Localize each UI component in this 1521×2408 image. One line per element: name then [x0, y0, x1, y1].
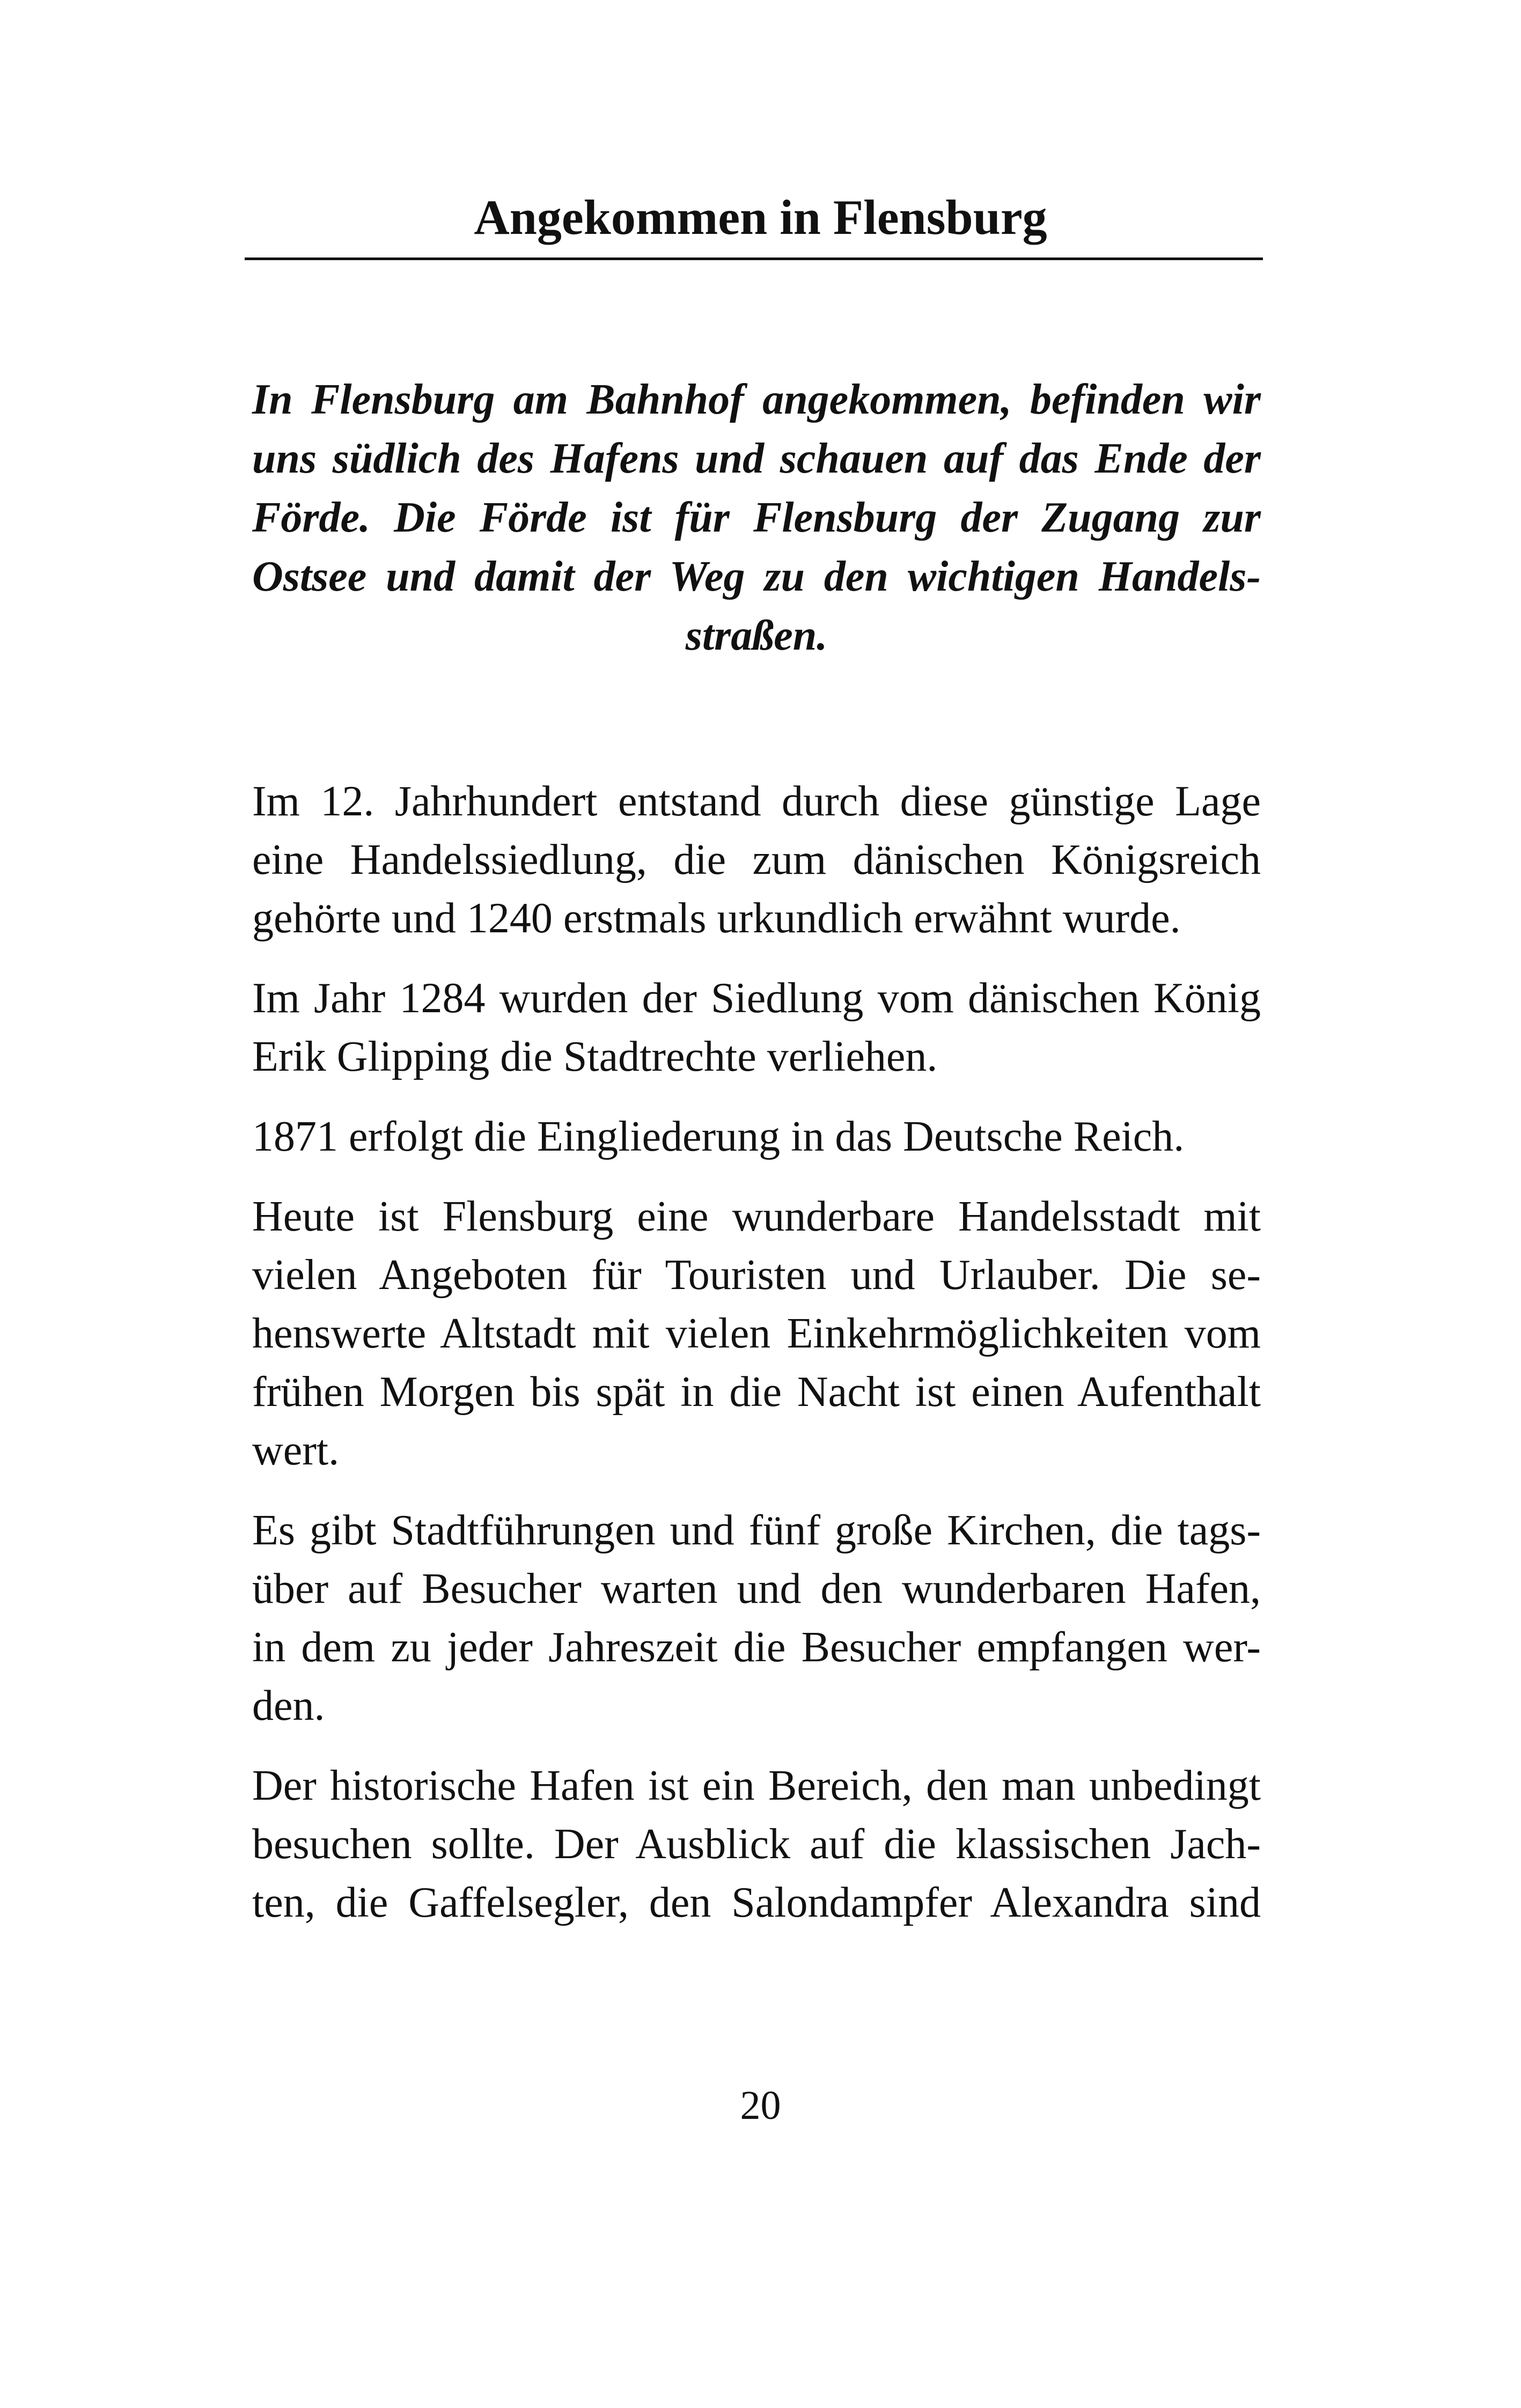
page-number: 20	[740, 2083, 781, 2128]
body-line: über auf Besucher warten und den wunderbaren Hafen,	[252, 1565, 1261, 1612]
body-line: eine Handelssiedlung, die zum dänischen Königsreich	[252, 836, 1261, 883]
body-line: Im 12. Jahrhundert entstand durch diese günstige Lage	[252, 778, 1261, 825]
chapter-title: Angekommen in Flensburg	[474, 190, 1047, 245]
intro-line: In Flensburg am Bahnhof angekommen, befinden wir	[252, 376, 1261, 423]
body-line: besuchen sollte. Der Ausblick auf die klassischen Jach-	[252, 1821, 1261, 1868]
body-line: Es gibt Stadtführungen und fünf große Kirchen, die tags-	[252, 1507, 1261, 1554]
body-paragraph	[252, 1188, 1261, 1480]
body-paragraph	[252, 1108, 1261, 1166]
intro-line: straßen.	[685, 612, 828, 659]
body-line: Heute ist Flensburg eine wunderbare Handelsstadt mit	[252, 1193, 1261, 1240]
body-paragraph	[252, 1757, 1261, 1932]
body-paragraph	[252, 772, 1261, 948]
intro-line: Ostsee und damit der Weg zu den wichtigen Handels-	[252, 553, 1261, 600]
body-line: den.	[252, 1682, 325, 1729]
body-line: Erik Glipping die Stadtrechte verliehen.	[252, 1033, 938, 1080]
body-paragraph	[252, 969, 1261, 1086]
body-line: ten, die Gaffelsegler, den Salondampfer Alexandra sind	[252, 1879, 1261, 1926]
body-text	[252, 772, 1261, 1954]
body-paragraph	[252, 1501, 1261, 1735]
body-line: henswerte Altstadt mit vielen Einkehrmöglichkeiten vom	[252, 1310, 1261, 1357]
body-line: Der historische Hafen ist ein Bereich, den man unbedingt	[252, 1762, 1261, 1809]
body-line: vielen Angeboten für Touristen und Urlauber. Die se-	[252, 1251, 1261, 1299]
title-underline	[245, 257, 1263, 260]
intro-line: Förde. Die Förde ist für Flensburg der Zugang zur	[252, 494, 1261, 541]
body-line: Im Jahr 1284 wurden der Siedlung vom dänischen König	[252, 975, 1261, 1022]
body-line: gehörte und 1240 erstmals urkundlich erwähnt wurde.	[252, 895, 1181, 942]
body-line: frühen Morgen bis spät in die Nacht ist einen Aufenthalt	[252, 1368, 1261, 1416]
body-line: wert.	[252, 1427, 340, 1474]
body-line: in dem zu jeder Jahreszeit die Besucher empfangen wer-	[252, 1624, 1261, 1671]
intro-line: uns südlich des Hafens und schauen auf das Ende der	[252, 435, 1261, 482]
body-line: 1871 erfolgt die Eingliederung in das Deutsche Reich.	[252, 1113, 1185, 1160]
intro-paragraph	[252, 370, 1261, 665]
